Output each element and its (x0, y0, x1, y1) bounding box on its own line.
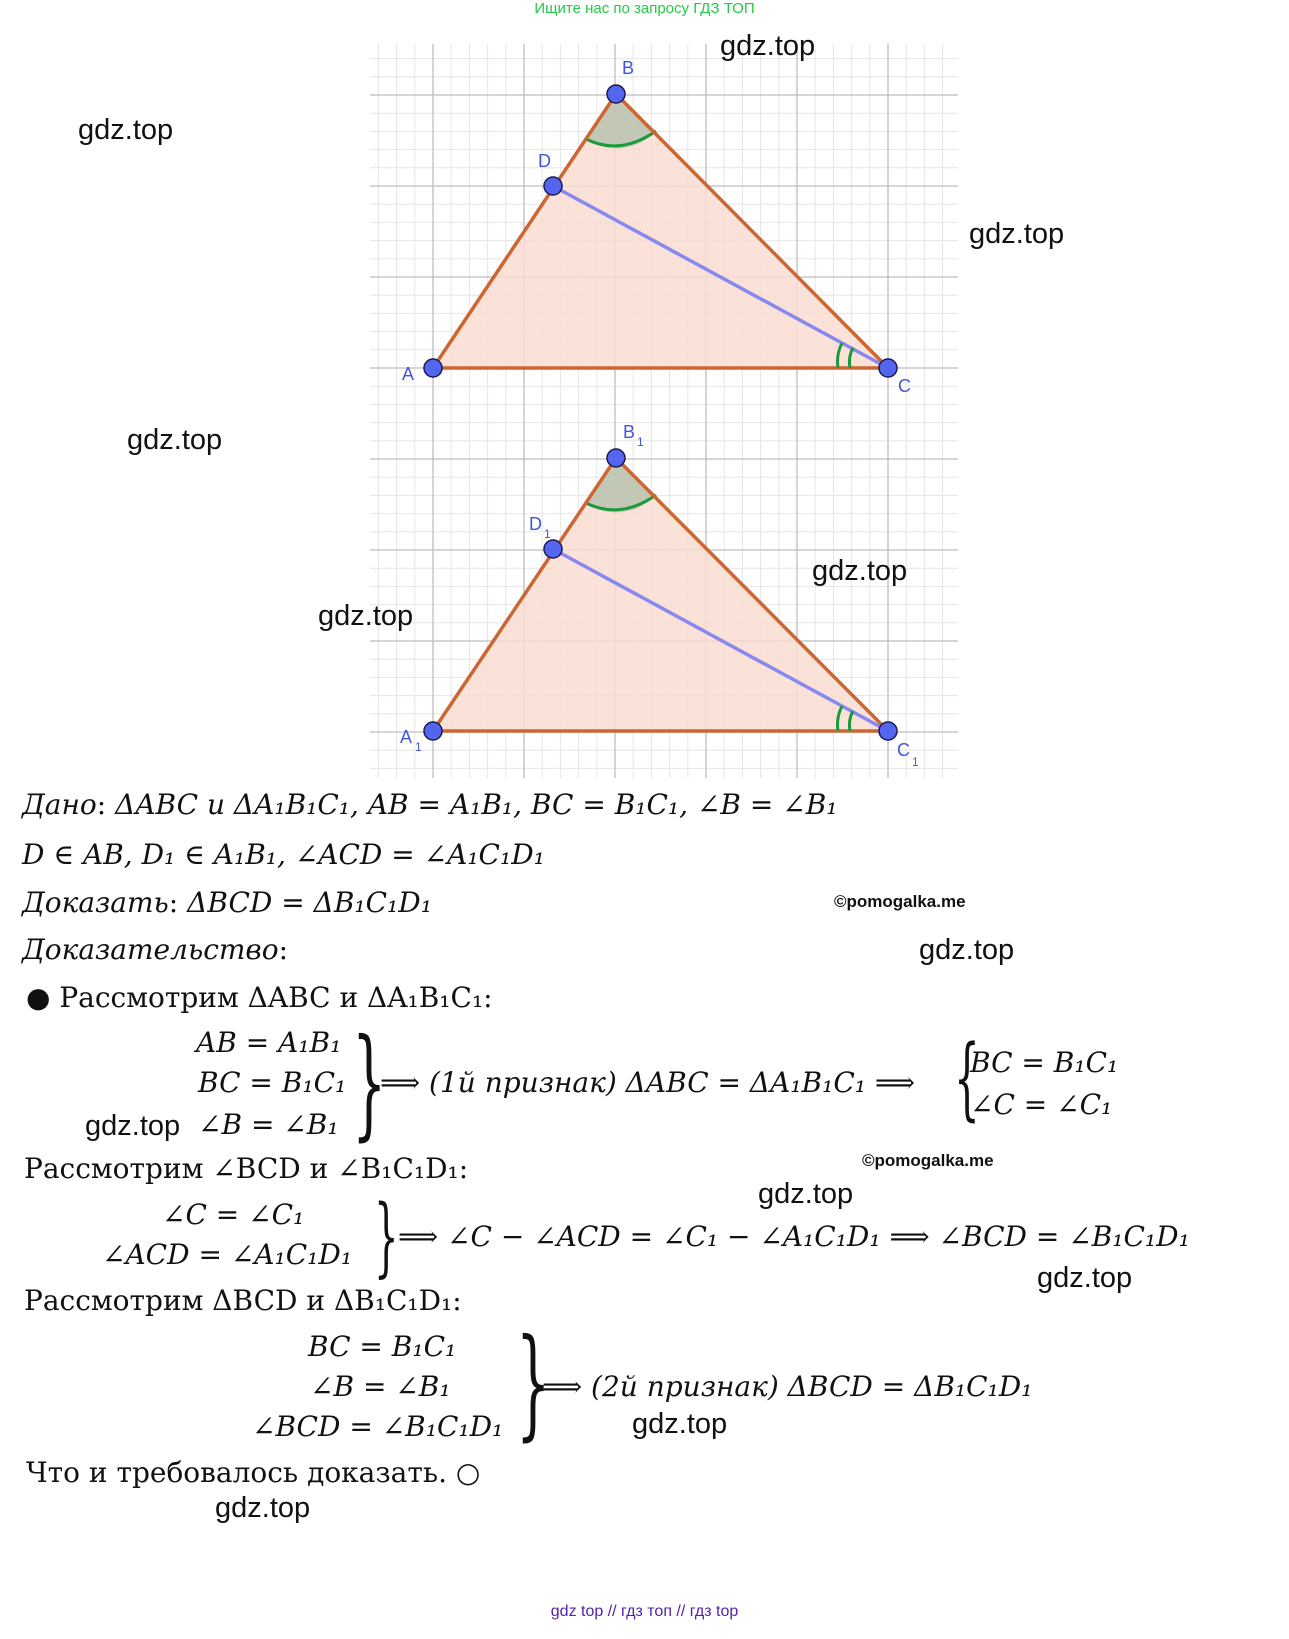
step2-title: Рассмотрим ∠BCD и ∠B₁C₁D₁: (24, 1152, 469, 1185)
given-label: Дано (22, 788, 97, 821)
watermark: gdz.top (812, 555, 908, 587)
watermark: gdz.top (318, 600, 414, 632)
watermark: gdz.top (632, 1408, 728, 1440)
label-a1: A (400, 727, 413, 747)
left-brace: { (954, 1026, 980, 1131)
label-a1-sub: 1 (415, 740, 422, 754)
step2-result: ⟹ ∠C − ∠ACD = ∠C₁ − ∠A₁C₁D₁ ⟹ ∠BCD = ∠B₁C₁D₁ (398, 1220, 1190, 1253)
label-a: A (402, 364, 415, 384)
watermark: gdz.top (1037, 1262, 1133, 1294)
step1-consequence: ∠C = ∠C₁ (970, 1088, 1113, 1121)
label-b1-sub: 1 (637, 435, 644, 449)
bullet-icon: ● (26, 981, 51, 1014)
label-c1: C (897, 740, 910, 760)
proof-heading: Доказательство: (22, 933, 289, 966)
prove-line: Доказать: ΔBCD = ΔB₁C₁D₁ (22, 886, 432, 919)
watermark: gdz.top (969, 218, 1065, 250)
prove-label: Доказать (22, 886, 169, 919)
prove-statement: ΔBCD = ΔB₁C₁D₁ (187, 886, 432, 919)
triangle-abc (402, 58, 911, 396)
step3-condition: ∠B = ∠B₁ (310, 1370, 451, 1403)
label-d1-sub: 1 (544, 527, 551, 541)
step2-condition: ∠ACD = ∠A₁C₁D₁ (102, 1238, 353, 1271)
triangle-figure (360, 40, 970, 785)
right-brace: } (374, 1187, 399, 1287)
step1-condition: ∠B = ∠B₁ (198, 1108, 339, 1141)
right-brace: } (352, 1014, 387, 1153)
footer-links[interactable]: gdz top // гдз топ // гдз top (550, 1603, 739, 1620)
step3-result: ⟹ (2й признак) ΔBCD = ΔB₁C₁D₁ (542, 1370, 1033, 1403)
step1-condition: AB = A₁B₁ (196, 1026, 342, 1059)
step3-condition: BC = B₁C₁ (308, 1330, 457, 1363)
watermark: gdz.top (758, 1178, 854, 1210)
given-line-1: Дано: ΔABC и ΔA₁B₁C₁, AB = A₁B₁, BC = B₁C₁, ∠B = ∠B₁ (22, 788, 838, 821)
copyright-mark: ©pomogalka.me (862, 1151, 994, 1170)
watermark: gdz.top (919, 934, 1015, 966)
label-d: D (538, 151, 551, 171)
step3-title: Рассмотрим ΔBCD и ΔB₁C₁D₁: (24, 1284, 462, 1317)
given-line-2: D ∈ AB, D₁ ∈ A₁B₁, ∠ACD = ∠A₁C₁D₁ (22, 838, 545, 871)
proof-label: Доказательство (22, 933, 279, 966)
step1-title: ● Рассмотрим ΔABC и ΔA₁B₁C₁: (26, 981, 493, 1014)
conclusion: Что и требовалось доказать. ○ (26, 1456, 481, 1489)
triangle-a1b1c1 (400, 422, 919, 769)
label-d1: D (529, 514, 542, 534)
watermark: gdz.top (127, 424, 223, 456)
watermark: gdz.top (78, 114, 174, 146)
step2-condition: ∠C = ∠C₁ (162, 1198, 305, 1231)
step1-condition: BC = B₁C₁ (198, 1066, 347, 1099)
step3-condition: ∠BCD = ∠B₁C₁D₁ (252, 1410, 504, 1443)
watermark: gdz.top (720, 30, 816, 62)
label-b1: B (623, 422, 636, 442)
label-c: C (898, 376, 911, 396)
label-b: B (622, 58, 635, 78)
watermark: gdz.top (85, 1110, 181, 1142)
watermark: gdz.top (215, 1492, 311, 1524)
label-c1-sub: 1 (912, 755, 919, 769)
right-brace: } (516, 1314, 551, 1453)
top-banner: Ищите нас по запросу ГДЗ ТОП (534, 0, 755, 17)
given-statement-1: ΔABC и ΔA₁B₁C₁, AB = A₁B₁, BC = B₁C₁, ∠B = ∠B₁ (115, 788, 838, 821)
step1-result: ⟹ (1й признак) ΔABC = ΔA₁B₁C₁ ⟹ (380, 1066, 916, 1099)
copyright-mark: ©pomogalka.me (834, 892, 966, 911)
step1-consequence: BC = B₁C₁ (970, 1046, 1119, 1079)
